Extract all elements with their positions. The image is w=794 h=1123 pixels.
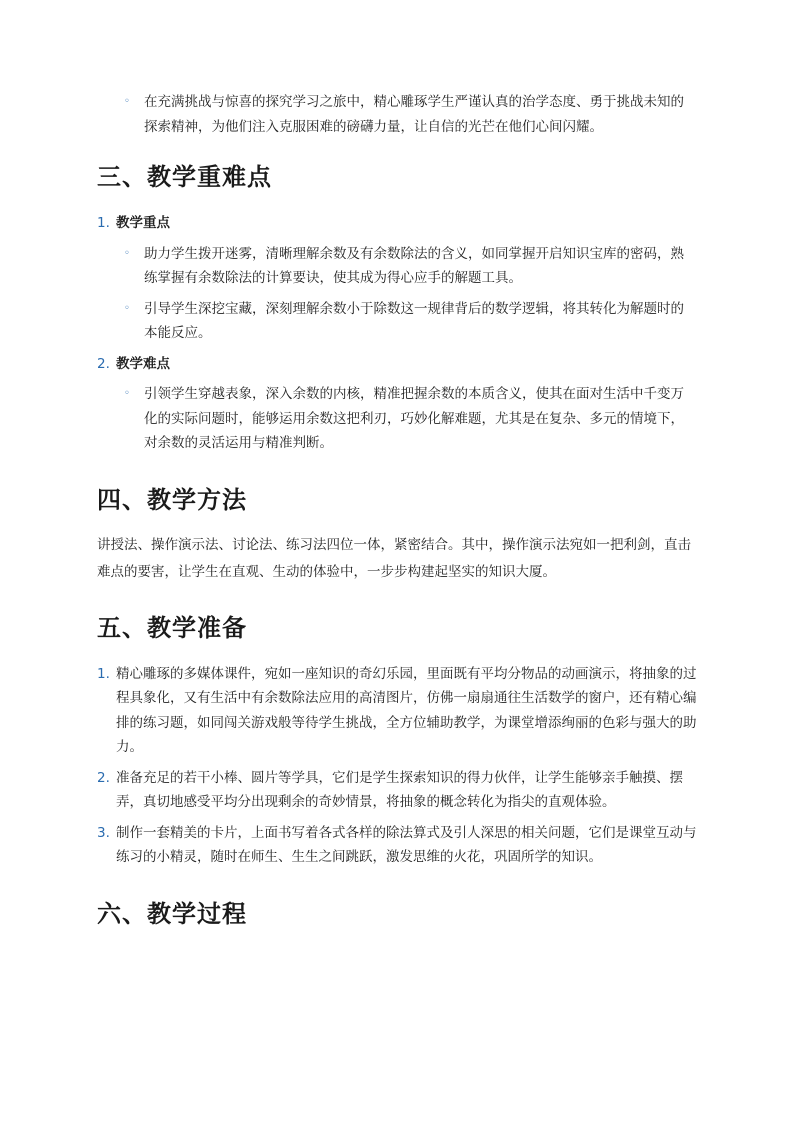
numbered-item [97, 766, 697, 815]
list-number: 2. [97, 355, 110, 372]
bullet-icon: ◦ [124, 96, 130, 107]
list-number: 1. [97, 215, 110, 231]
key-points-label: 教学重点 [116, 215, 170, 231]
bullet-icon: ◦ [124, 388, 130, 399]
sub-list-text: 助力学生拨开迷雾，清晰理解余数及有余数除法的含义，如同掌握开启知识宝库的密码，熟练掌握有余数除法的计算要诀，使其成为得心应手的解题工具。 [144, 245, 684, 286]
numbered-item-text: 精心雕琢的多媒体课件，宛如一座知识的奇幻乐园，里面既有平均分物品的动画演示，将抽象的过程具象化，又有生活中有余数除法应用的高清图片，仿佛一扇扇通往生活数学的窗户，还有精心编排的练习题，如同闯关游戏般等待学生挑战，全方位辅助教学，为课堂增添绚丽的色彩与强大的助力。 [116, 665, 697, 755]
section-title-5: 五、教学准备 [97, 613, 247, 642]
numbered-item [97, 821, 697, 870]
sub-list-item [97, 242, 697, 291]
methods-paragraph: 讲授法、操作演示法、讨论法、练习法四位一体，紧密结合。其中，操作演示法宛如一把利剑，直击难点的要害，让学生在直观、生动的体验中，一步步构建起坚实的知识大厦。 [97, 536, 691, 580]
sub-list-item [97, 297, 697, 346]
numbered-item-text: 制作一套精美的卡片，上面书写着各式各样的除法算式及引人深思的相关问题，它们是课堂互动与练习的小精灵，随时在师生、生生之间跳跃，激发思维的火花，巩固所学的知识。 [116, 824, 697, 865]
section-title-6: 六、教学过程 [97, 899, 247, 928]
bullet-icon: ◦ [124, 247, 130, 259]
section-title-3: 三、教学重难点 [97, 163, 272, 191]
numbered-item [97, 211, 697, 236]
list-number: 2. [97, 769, 110, 786]
numbered-item-text: 准备充足的若干小棒、圆片等学具，它们是学生探索知识的得力伙伴，让学生能够亲手触摸、摆弄，真切地感受平均分出现剩余的奇妙情景，将抽象的概念转化为指尖的直观体验。 [116, 769, 683, 810]
list-number: 1. [97, 665, 110, 682]
difficulties-label: 教学难点 [116, 355, 170, 372]
list-number: 3. [97, 824, 110, 841]
document-page [97, 88, 697, 930]
section-title-4: 四、教学方法 [97, 485, 247, 514]
intro-bullet-text: 在充满挑战与惊喜的探究学习之旅中，精心雕琢学生严谨认真的治学态度、勇于挑战未知的探索精神，为他们注入克服困难的磅礴力量，让自信的光芒在他们心间闪耀。 [144, 94, 684, 135]
numbered-item [97, 352, 697, 377]
sub-list-item [97, 382, 697, 456]
sub-list-text: 引导学生深挖宝藏，深刻理解余数小于除数这一规律背后的数学逻辑，将其转化为解题时的本能反应。 [144, 300, 684, 341]
bullet-icon: ◦ [124, 302, 130, 314]
intro-bullet-item [97, 90, 697, 139]
numbered-item [97, 662, 697, 760]
sub-list-text: 引领学生穿越表象，深入余数的内核，精准把握余数的本质含义，使其在面对生活中千变万化的实际问题时，能够运用余数这把利刃，巧妙化解难题，尤其是在复杂、多元的情境下，对余数的灵活运用与精准判断。 [144, 386, 684, 451]
